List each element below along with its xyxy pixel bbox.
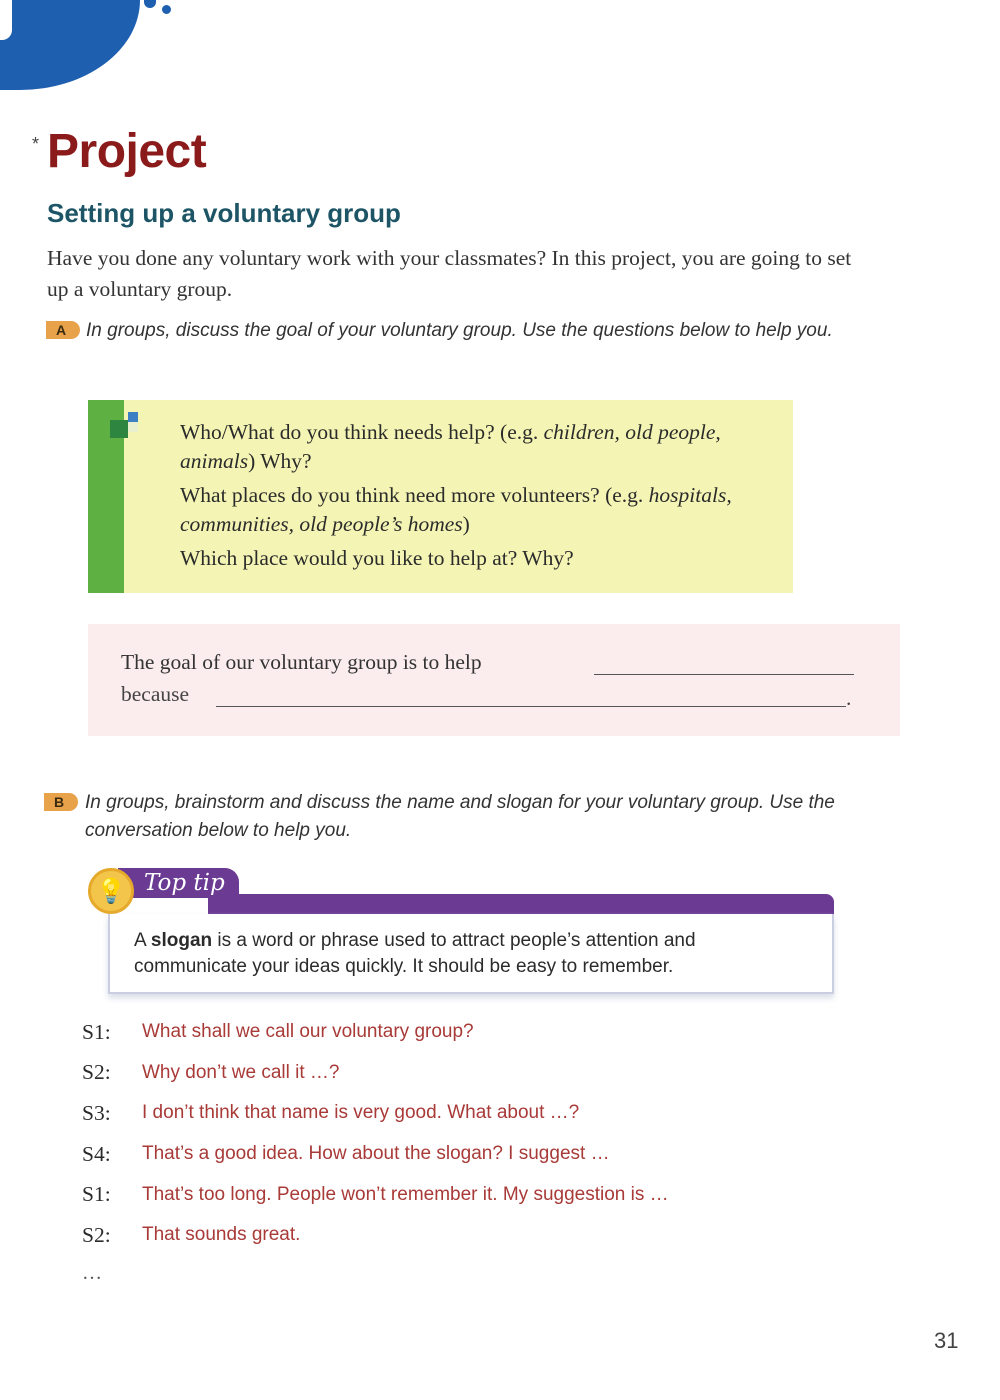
speaker-label: S1: (82, 1182, 111, 1207)
speaker-line: Why don’t we call it …? (142, 1061, 340, 1083)
speaker-label: S2: (82, 1060, 111, 1085)
question-text: Who/What do you think needs help? (e.g. (180, 420, 544, 444)
questions-list (180, 418, 780, 578)
question-text: What places do you think need more volunteers? (e.g. (180, 483, 649, 507)
conversation-row (82, 1012, 882, 1053)
question-tail: ) Why? (248, 449, 312, 473)
top-tip-box (88, 868, 836, 1000)
speaker-line: What shall we call our voluntary group? (142, 1021, 474, 1043)
corner-dot (162, 5, 171, 14)
speaker-label: S4: (82, 1141, 111, 1166)
decorative-square (128, 412, 138, 422)
question-tail: ) (462, 512, 470, 536)
intro-paragraph: Have you done any voluntary work with your classmates? In this project, you are going to set up a voluntary group. (47, 246, 852, 301)
question-item (180, 418, 780, 476)
corner-decoration-cutout (0, 0, 12, 40)
speaker-line: That sounds great. (142, 1224, 301, 1246)
decorative-square (110, 420, 128, 438)
conversation-continues: … (82, 1262, 102, 1284)
goal-sentence-because: because (121, 682, 190, 706)
conversation-row (82, 1053, 882, 1094)
question-examples: children, old people, animals (180, 420, 721, 473)
speaker-label: S3: (82, 1100, 111, 1125)
question-item (180, 481, 780, 539)
goal-blank-help[interactable] (594, 674, 854, 675)
decorative-square (128, 422, 138, 432)
top-tip-title: Top tip (118, 868, 239, 898)
top-tip-after: is a word or phrase used to attract people’s attention and communicate your ideas quickly. It should be easy to remember. (134, 930, 696, 977)
speaker-line: That’s too long. People won’t remember it. My suggestion is … (142, 1183, 669, 1205)
project-subtitle: Setting up a voluntary group (47, 198, 401, 228)
question-item (180, 544, 780, 573)
goal-box (88, 624, 900, 736)
corner-dot (144, 0, 156, 8)
conversation-row (82, 1093, 882, 1134)
goal-sentence-end: . (846, 686, 852, 710)
conversation-row (82, 1174, 882, 1215)
conversation-row (82, 1134, 882, 1175)
corner-decoration (0, 0, 140, 90)
section-a-instruction: In groups, discuss the goal of your voluntary group. Use the questions below to help you. (86, 320, 833, 341)
question-text: Which place would you like to help at? Why? (180, 546, 574, 570)
speaker-label: S2: (82, 1222, 111, 1247)
page-number: 31 (934, 1328, 959, 1353)
goal-blank-because[interactable] (216, 706, 846, 707)
top-tip-stripe (208, 894, 834, 914)
conversation (82, 1012, 882, 1256)
goal-sentence-start: The goal of our voluntary group is to help (121, 650, 482, 674)
lightbulb-icon: 💡 (88, 868, 134, 914)
speaker-label: S1: (82, 1019, 111, 1044)
speaker-line: I don’t think that name is very good. What about …? (142, 1102, 580, 1124)
question-examples: hospitals, communities, old people’s homes (180, 483, 732, 536)
conversation-row (82, 1215, 882, 1256)
speaker-line: That’s a good idea. How about the slogan? I suggest … (142, 1143, 610, 1165)
top-tip-keyword: slogan (150, 930, 213, 951)
section-b-instruction: In groups, brainstorm and discuss the name and slogan for your voluntary group. Use the conversation below to help you. (85, 792, 835, 841)
top-tip-before: A (134, 930, 151, 951)
top-tip-text (108, 914, 834, 994)
page-title: Project (47, 125, 207, 178)
section-b-badge: B (44, 793, 78, 811)
questions-box (88, 400, 793, 593)
section-a-badge: A (46, 321, 80, 339)
optional-marker: * (32, 134, 40, 154)
